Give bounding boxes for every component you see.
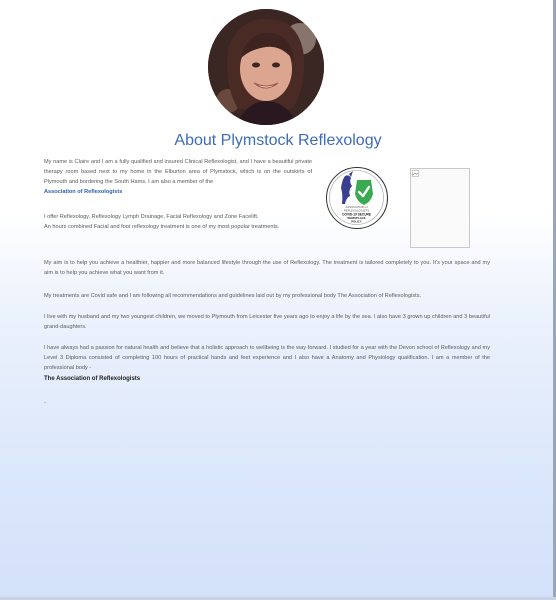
badge-line-4: WORKPLACE [347, 216, 366, 220]
services-line-2: An hours combined Facial and foot reflexology treatment is one of my most popular treatments. [44, 224, 280, 230]
covid-secure-badge [326, 167, 388, 229]
services-line-1: I offer Reflexology, Reflexology Lymph Drainage, Facial Reflexology and Zone Facelift. [44, 214, 259, 220]
trailing-dot: . [44, 398, 46, 405]
intro-text: My name is Claire and I am a fully qualified and insured Clinical Reflexologist, and I have a beautiful private therapy room based next to my home in the Elburton area of Plymstock, which is on the outskirts of Plymouth and bordering the South Hams. I am also a member of the [44, 159, 312, 185]
intro-paragraph [44, 157, 312, 197]
broken-image [410, 168, 470, 248]
association-link[interactable]: Association of Reflexologists [44, 189, 123, 195]
association-bold-label: The Association of Reflexologists [44, 376, 141, 382]
badge-line-2: REFLEXOLOGISTS [343, 208, 370, 213]
covid-paragraph: My treatments are Covid safe and I am following all recommendations and guidelines laid out by my professional body The Association of Reflexologists. [44, 293, 422, 299]
badge-line-1: ASSOCIATION of [345, 205, 368, 209]
badge-line-3: COVID-19 SECURE [342, 212, 371, 217]
profile-photo [208, 9, 324, 125]
passion-paragraph: I have always had a passion for natural health and believe that a holistic approach to wellbeing is the way forward. I studied for a year with the Devon school of Reflexology and my Level 3 Diploma consisted of completing 100 hours of practical hands and feet experience and I also have a Anatomy and Physiology qualification. I am a member of the professional body - [44, 345, 490, 371]
page-title: About Plymstock Reflexology [174, 132, 382, 149]
aim-paragraph: My aim is to help you achieve a healthier, happier and more balanced lifestyle through the use of Reflexology. The treatment is tailored completely to you. It's your space and my aim is to help you achieve what you want from it. [44, 260, 490, 276]
family-paragraph: I live with my husband and my two youngest children, we moved to Plymouth from Leicester five years ago to enjoy a life by the sea. I also have 3 grown up children and 3 beautiful grand-daughters. [44, 314, 490, 330]
broken-image-icon [412, 170, 419, 177]
services-paragraph [44, 212, 312, 232]
badge-line-5: POLICY [351, 219, 362, 224]
